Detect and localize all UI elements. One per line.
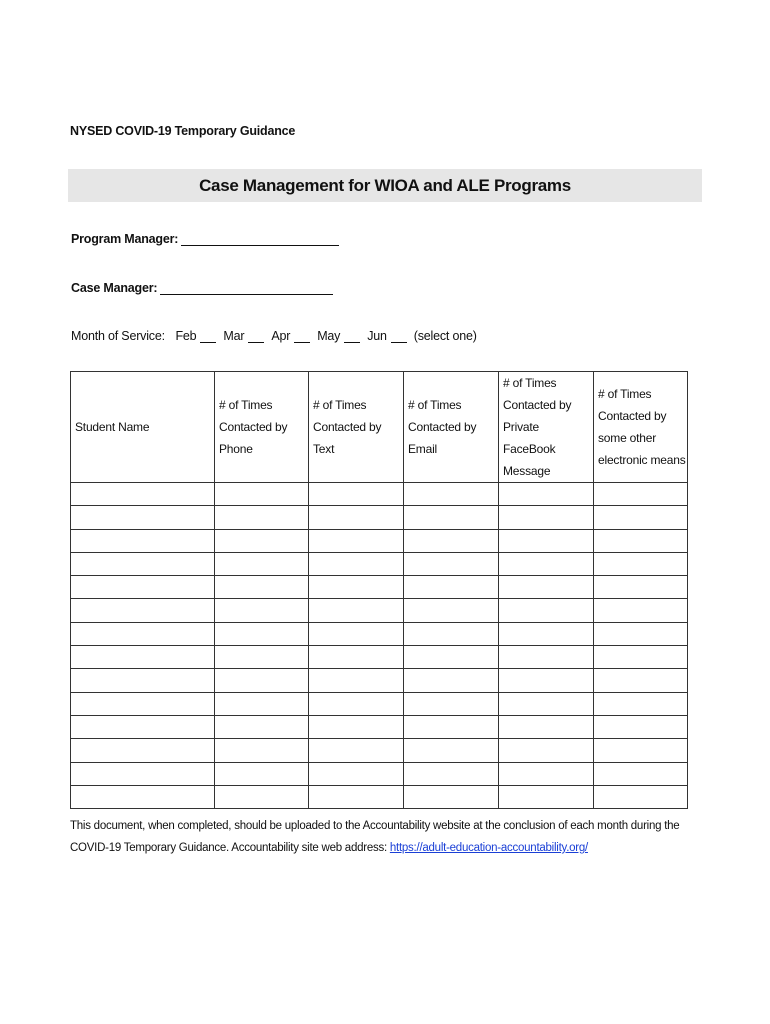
table-cell[interactable]: [499, 552, 594, 575]
month-of-service-field: [71, 329, 477, 343]
table-cell[interactable]: [309, 669, 404, 692]
table-cell[interactable]: [309, 762, 404, 785]
table-cell[interactable]: [594, 715, 688, 738]
month-option-may: May: [317, 329, 341, 343]
table-body: [71, 483, 688, 809]
month-blank-feb[interactable]: [200, 330, 216, 343]
table-cell[interactable]: [499, 529, 594, 552]
table-cell[interactable]: [594, 483, 688, 506]
table-cell[interactable]: [309, 646, 404, 669]
table-row: [71, 785, 688, 808]
table-row: [71, 669, 688, 692]
table-cell[interactable]: [309, 552, 404, 575]
table-row: [71, 715, 688, 738]
table-cell[interactable]: [71, 646, 215, 669]
table-cell[interactable]: [71, 692, 215, 715]
table-cell[interactable]: [309, 739, 404, 762]
program-manager-label: Program Manager:: [71, 232, 179, 246]
table-row: [71, 576, 688, 599]
table-row: [71, 529, 688, 552]
table-cell[interactable]: [499, 576, 594, 599]
table-cell[interactable]: [404, 715, 499, 738]
table-cell[interactable]: [404, 576, 499, 599]
month-blank-apr[interactable]: [294, 330, 310, 343]
document-title: Case Management for WIOA and ALE Programs: [199, 175, 571, 195]
table-cell[interactable]: [499, 669, 594, 692]
table-row: [71, 692, 688, 715]
table-cell[interactable]: [309, 599, 404, 622]
table-cell[interactable]: [594, 506, 688, 529]
table-cell[interactable]: [594, 739, 688, 762]
header-note: NYSED COVID-19 Temporary Guidance: [70, 124, 296, 138]
table-cell[interactable]: [404, 552, 499, 575]
table-cell[interactable]: [309, 483, 404, 506]
footer-note: [70, 815, 710, 859]
table-cell[interactable]: [215, 483, 309, 506]
table-cell[interactable]: [309, 715, 404, 738]
table-cell[interactable]: [71, 506, 215, 529]
table-cell[interactable]: [215, 576, 309, 599]
table-cell[interactable]: [499, 785, 594, 808]
table-row: [71, 622, 688, 645]
table-cell[interactable]: [499, 483, 594, 506]
table-cell[interactable]: [404, 669, 499, 692]
table-cell[interactable]: [71, 576, 215, 599]
contact-tracking-table: [70, 371, 688, 809]
table-cell[interactable]: [309, 529, 404, 552]
table-cell[interactable]: [499, 715, 594, 738]
program-manager-field: [71, 232, 339, 246]
month-option-mar: Mar: [223, 329, 245, 343]
table-cell[interactable]: [594, 785, 688, 808]
column-header-text: # of Times Contacted by Text: [309, 372, 404, 483]
table-cell[interactable]: [309, 785, 404, 808]
table-cell[interactable]: [404, 692, 499, 715]
table-cell[interactable]: [594, 762, 688, 785]
footer-text: This document, when completed, should be uploaded to the Accountability website at the conclusion of each month during the COVID-19 Temporary Guidance. Accountability site web address:: [70, 820, 680, 854]
table-cell[interactable]: [71, 715, 215, 738]
table-cell[interactable]: [404, 506, 499, 529]
month-option-apr: Apr: [271, 329, 291, 343]
table-cell[interactable]: [594, 576, 688, 599]
table-cell[interactable]: [594, 622, 688, 645]
table-row: [71, 599, 688, 622]
table-cell[interactable]: [404, 599, 499, 622]
table-row: [71, 506, 688, 529]
column-header-email: # of Times Contacted by Email: [404, 372, 499, 483]
table-cell[interactable]: [404, 762, 499, 785]
table-row: [71, 762, 688, 785]
column-header-other-electronic: # of Times Contacted by some other electronic means: [594, 372, 688, 483]
case-manager-blank[interactable]: [160, 281, 333, 295]
table-cell[interactable]: [215, 506, 309, 529]
table-cell[interactable]: [215, 599, 309, 622]
table-cell[interactable]: [404, 739, 499, 762]
title-bar: [68, 169, 702, 202]
table-cell[interactable]: [215, 646, 309, 669]
month-blank-may[interactable]: [344, 330, 360, 343]
table-cell[interactable]: [71, 483, 215, 506]
table-cell[interactable]: [215, 529, 309, 552]
table-cell[interactable]: [499, 622, 594, 645]
table-cell[interactable]: [499, 692, 594, 715]
accountability-site-link[interactable]: https://adult-education-accountability.org/: [389, 842, 588, 854]
table-cell[interactable]: [215, 552, 309, 575]
month-blank-mar[interactable]: [248, 330, 264, 343]
month-option-jun: Jun: [367, 329, 387, 343]
month-select-hint: (select one): [413, 329, 477, 343]
table-cell[interactable]: [594, 599, 688, 622]
table-cell[interactable]: [499, 762, 594, 785]
table-cell[interactable]: [215, 785, 309, 808]
table-cell[interactable]: [594, 529, 688, 552]
table-cell[interactable]: [499, 506, 594, 529]
table-cell[interactable]: [71, 762, 215, 785]
column-header-phone: # of Times Contacted by Phone: [215, 372, 309, 483]
table-cell[interactable]: [594, 692, 688, 715]
column-header-facebook: # of Times Contacted by Private FaceBook Message: [499, 372, 594, 483]
table-cell[interactable]: [499, 646, 594, 669]
table-cell[interactable]: [404, 529, 499, 552]
table-cell[interactable]: [404, 622, 499, 645]
column-header-student-name: Student Name: [71, 372, 215, 483]
table-cell[interactable]: [404, 483, 499, 506]
table-cell[interactable]: [594, 646, 688, 669]
table-cell[interactable]: [71, 552, 215, 575]
table-row: [71, 552, 688, 575]
table-cell[interactable]: [309, 622, 404, 645]
table-row: [71, 739, 688, 762]
table-cell[interactable]: [215, 762, 309, 785]
table-cell[interactable]: [309, 506, 404, 529]
month-blank-jun[interactable]: [391, 330, 407, 343]
case-manager-field: [71, 281, 333, 295]
table-header-row: [71, 372, 688, 483]
table-cell[interactable]: [71, 739, 215, 762]
table-cell[interactable]: [594, 552, 688, 575]
month-option-feb: Feb: [175, 329, 197, 343]
table-cell[interactable]: [215, 622, 309, 645]
table-cell[interactable]: [404, 785, 499, 808]
table-cell[interactable]: [71, 785, 215, 808]
table-cell[interactable]: [309, 576, 404, 599]
table-cell[interactable]: [71, 529, 215, 552]
program-manager-blank[interactable]: [181, 232, 339, 246]
month-of-service-label: Month of Service:: [71, 329, 165, 343]
table-cell[interactable]: [499, 739, 594, 762]
table-cell[interactable]: [499, 599, 594, 622]
table-cell[interactable]: [71, 622, 215, 645]
table-row: [71, 483, 688, 506]
table-cell[interactable]: [215, 715, 309, 738]
table-cell[interactable]: [71, 669, 215, 692]
table-cell[interactable]: [215, 692, 309, 715]
table-cell[interactable]: [404, 646, 499, 669]
table-cell[interactable]: [594, 669, 688, 692]
table-row: [71, 646, 688, 669]
table-cell[interactable]: [215, 739, 309, 762]
table-cell[interactable]: [71, 599, 215, 622]
case-manager-label: Case Manager:: [71, 281, 158, 295]
table-cell[interactable]: [215, 669, 309, 692]
table-cell[interactable]: [309, 692, 404, 715]
